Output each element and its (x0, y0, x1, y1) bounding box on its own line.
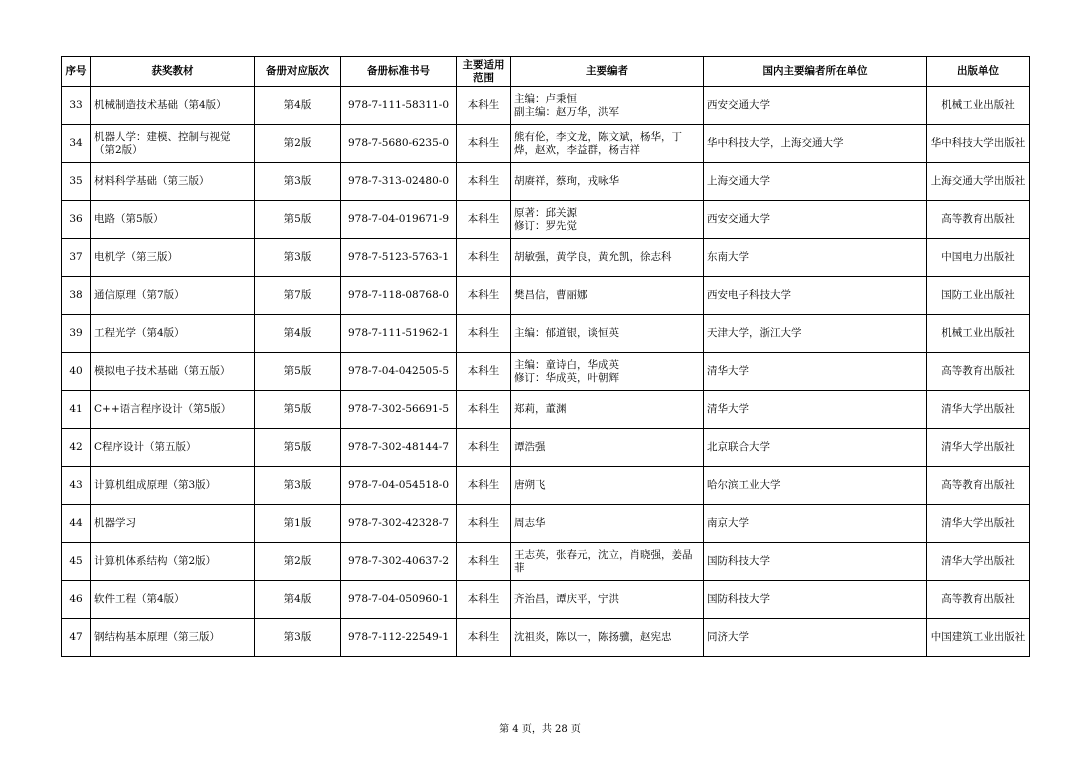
scope-cell: 本科生 (457, 619, 511, 657)
editor-line: 原著：邱关源 (514, 206, 577, 219)
publisher-cell: 清华大学出版社 (927, 429, 1030, 467)
organization-cell: 北京联合大学 (704, 429, 927, 467)
textbook-title: C++语言程序设计（第5版） (91, 391, 255, 429)
row-number: 34 (62, 125, 91, 163)
organization-cell: 华中科技大学，上海交通大学 (704, 125, 927, 163)
organization-cell: 清华大学 (704, 391, 927, 429)
publisher-cell: 国防工业出版社 (927, 277, 1030, 315)
row-number: 38 (62, 277, 91, 315)
organization-cell: 东南大学 (704, 239, 927, 277)
edition-cell: 第3版 (255, 239, 341, 277)
organization-cell: 国防科技大学 (704, 581, 927, 619)
isbn-cell: 978-7-04-054518-0 (341, 467, 457, 505)
row-number: 35 (62, 163, 91, 201)
editor-line: 主编：童诗白，华成英 (514, 358, 619, 371)
edition-cell: 第4版 (255, 581, 341, 619)
publisher-cell: 高等教育出版社 (927, 353, 1030, 391)
textbook-title: 模拟电子技术基础（第五版） (91, 353, 255, 391)
row-number: 36 (62, 201, 91, 239)
header-title: 获奖教材 (91, 57, 255, 87)
table-row (62, 353, 1030, 391)
isbn-cell: 978-7-111-51962-1 (341, 315, 457, 353)
table-row (62, 239, 1030, 277)
edition-cell: 第4版 (255, 315, 341, 353)
editors-cell (511, 505, 704, 543)
scope-cell: 本科生 (457, 277, 511, 315)
publisher-cell: 机械工业出版社 (927, 315, 1030, 353)
edition-cell: 第3版 (255, 467, 341, 505)
textbook-title: 工程光学（第4版） (91, 315, 255, 353)
edition-cell: 第2版 (255, 125, 341, 163)
editor-line: 齐治昌，谭庆平，宁洪 (514, 593, 619, 605)
publisher-cell: 中国建筑工业出版社 (927, 619, 1030, 657)
editor-line: 谭浩强 (514, 441, 546, 453)
scope-cell: 本科生 (457, 201, 511, 239)
isbn-cell: 978-7-302-56691-5 (341, 391, 457, 429)
editor-line: 胡敏强，黄学良，黄允凯，徐志科 (514, 251, 672, 263)
isbn-cell: 978-7-04-019671-9 (341, 201, 457, 239)
publisher-cell: 华中科技大学出版社 (927, 125, 1030, 163)
organization-cell: 国防科技大学 (704, 543, 927, 581)
textbook-title: 机器人学：建模、控制与视觉（第2版） (91, 125, 255, 163)
header-publisher: 出版单位 (927, 57, 1030, 87)
table-row (62, 543, 1030, 581)
publisher-cell: 中国电力出版社 (927, 239, 1030, 277)
editors-cell (511, 125, 704, 163)
editor-line: 郑莉，董渊 (514, 403, 567, 415)
organization-cell: 上海交通大学 (704, 163, 927, 201)
isbn-cell: 978-7-5680-6235-0 (341, 125, 457, 163)
award-textbook-table (61, 56, 1030, 657)
textbook-title: 材料科学基础（第三版） (91, 163, 255, 201)
row-number: 37 (62, 239, 91, 277)
edition-cell: 第5版 (255, 201, 341, 239)
table-row (62, 391, 1030, 429)
isbn-cell: 978-7-302-42328-7 (341, 505, 457, 543)
isbn-cell: 978-7-04-050960-1 (341, 581, 457, 619)
isbn-cell: 978-7-5123-5763-1 (341, 239, 457, 277)
publisher-cell: 高等教育出版社 (927, 581, 1030, 619)
editor-line: 主编：郁道银，谈恒英 (514, 327, 619, 339)
edition-cell: 第4版 (255, 87, 341, 125)
organization-cell: 南京大学 (704, 505, 927, 543)
scope-cell: 本科生 (457, 239, 511, 277)
row-number: 45 (62, 543, 91, 581)
page-number: 第 4 页，共 28 页 (499, 724, 581, 735)
textbook-title: C程序设计（第五版） (91, 429, 255, 467)
publisher-cell: 机械工业出版社 (927, 87, 1030, 125)
isbn-cell: 978-7-04-042505-5 (341, 353, 457, 391)
publisher-cell: 清华大学出版社 (927, 391, 1030, 429)
editor-line: 周志华 (514, 517, 546, 529)
editor-line: 主编：卢秉恒 (514, 92, 577, 105)
organization-cell: 清华大学 (704, 353, 927, 391)
edition-cell: 第7版 (255, 277, 341, 315)
editors-cell (511, 619, 704, 657)
editors-cell (511, 87, 704, 125)
row-number: 43 (62, 467, 91, 505)
row-number: 44 (62, 505, 91, 543)
scope-cell: 本科生 (457, 543, 511, 581)
table-row (62, 581, 1030, 619)
editor-line: 王志英，张春元，沈立，肖晓强，姜晶菲 (514, 548, 693, 574)
textbook-title: 通信原理（第7版） (91, 277, 255, 315)
isbn-cell: 978-7-112-22549-1 (341, 619, 457, 657)
isbn-cell: 978-7-313-02480-0 (341, 163, 457, 201)
row-number: 46 (62, 581, 91, 619)
header-isbn: 备册标准书号 (341, 57, 457, 87)
editor-line: 沈祖炎，陈以一，陈扬骥，赵宪忠 (514, 631, 672, 643)
organization-cell: 同济大学 (704, 619, 927, 657)
publisher-cell: 清华大学出版社 (927, 505, 1030, 543)
editors-cell (511, 467, 704, 505)
isbn-cell: 978-7-111-58311-0 (341, 87, 457, 125)
row-number: 42 (62, 429, 91, 467)
editors-cell (511, 277, 704, 315)
organization-cell: 天津大学，浙江大学 (704, 315, 927, 353)
edition-cell: 第3版 (255, 163, 341, 201)
header-editors: 主要编者 (511, 57, 704, 87)
editor-line: 樊昌信，曹丽娜 (514, 289, 588, 301)
scope-cell: 本科生 (457, 353, 511, 391)
editors-cell (511, 163, 704, 201)
editor-line: 修订：华成英，叶朝辉 (514, 371, 619, 384)
scope-cell: 本科生 (457, 163, 511, 201)
table-header-row (62, 57, 1030, 87)
scope-cell: 本科生 (457, 581, 511, 619)
editor-line: 胡赓祥，蔡珣，戎咏华 (514, 175, 619, 187)
textbook-title: 计算机体系结构（第2版） (91, 543, 255, 581)
scope-cell: 本科生 (457, 467, 511, 505)
edition-cell: 第5版 (255, 391, 341, 429)
textbook-title: 电机学（第三版） (91, 239, 255, 277)
row-number: 39 (62, 315, 91, 353)
header-org: 国内主要编者所在单位 (704, 57, 927, 87)
textbook-title: 机器学习 (91, 505, 255, 543)
table-row (62, 125, 1030, 163)
edition-cell: 第3版 (255, 619, 341, 657)
isbn-cell: 978-7-302-48144-7 (341, 429, 457, 467)
organization-cell: 西安交通大学 (704, 87, 927, 125)
editors-cell (511, 201, 704, 239)
publisher-cell: 上海交通大学出版社 (927, 163, 1030, 201)
organization-cell: 西安交通大学 (704, 201, 927, 239)
row-number: 33 (62, 87, 91, 125)
editor-line: 修订：罗先觉 (514, 219, 577, 232)
edition-cell: 第5版 (255, 353, 341, 391)
textbook-title: 机械制造技术基础（第4版） (91, 87, 255, 125)
table-row (62, 315, 1030, 353)
scope-cell: 本科生 (457, 429, 511, 467)
table-row (62, 619, 1030, 657)
scope-cell: 本科生 (457, 315, 511, 353)
editors-cell (511, 543, 704, 581)
table-row (62, 201, 1030, 239)
organization-cell: 西安电子科技大学 (704, 277, 927, 315)
row-number: 47 (62, 619, 91, 657)
textbook-title: 软件工程（第4版） (91, 581, 255, 619)
scope-cell: 本科生 (457, 87, 511, 125)
editors-cell (511, 315, 704, 353)
textbook-title: 钢结构基本原理（第三版） (91, 619, 255, 657)
table-body (62, 87, 1030, 657)
editors-cell (511, 239, 704, 277)
scope-cell: 本科生 (457, 505, 511, 543)
editor-line: 熊有伦，李文龙，陈文斌，杨华，丁烨，赵欢，李益群，杨吉祥 (514, 130, 682, 156)
table-row (62, 87, 1030, 125)
edition-cell: 第2版 (255, 543, 341, 581)
scope-cell: 本科生 (457, 391, 511, 429)
header-no: 序号 (62, 57, 91, 87)
publisher-cell: 清华大学出版社 (927, 543, 1030, 581)
table-row (62, 429, 1030, 467)
editor-line: 唐朔飞 (514, 479, 546, 491)
textbook-title: 计算机组成原理（第3版） (91, 467, 255, 505)
row-number: 41 (62, 391, 91, 429)
editors-cell (511, 353, 704, 391)
editors-cell (511, 391, 704, 429)
header-edition: 备册对应版次 (255, 57, 341, 87)
organization-cell: 哈尔滨工业大学 (704, 467, 927, 505)
table-row (62, 505, 1030, 543)
isbn-cell: 978-7-302-40637-2 (341, 543, 457, 581)
row-number: 40 (62, 353, 91, 391)
edition-cell: 第5版 (255, 429, 341, 467)
edition-cell: 第1版 (255, 505, 341, 543)
table-row (62, 277, 1030, 315)
isbn-cell: 978-7-118-08768-0 (341, 277, 457, 315)
editor-line: 副主编：赵万华，洪军 (514, 105, 619, 118)
table-row (62, 163, 1030, 201)
scope-cell: 本科生 (457, 125, 511, 163)
editors-cell (511, 581, 704, 619)
table-row (62, 467, 1030, 505)
publisher-cell: 高等教育出版社 (927, 201, 1030, 239)
publisher-cell: 高等教育出版社 (927, 467, 1030, 505)
editors-cell (511, 429, 704, 467)
textbook-title: 电路（第5版） (91, 201, 255, 239)
header-scope: 主要适用范围 (457, 57, 511, 87)
